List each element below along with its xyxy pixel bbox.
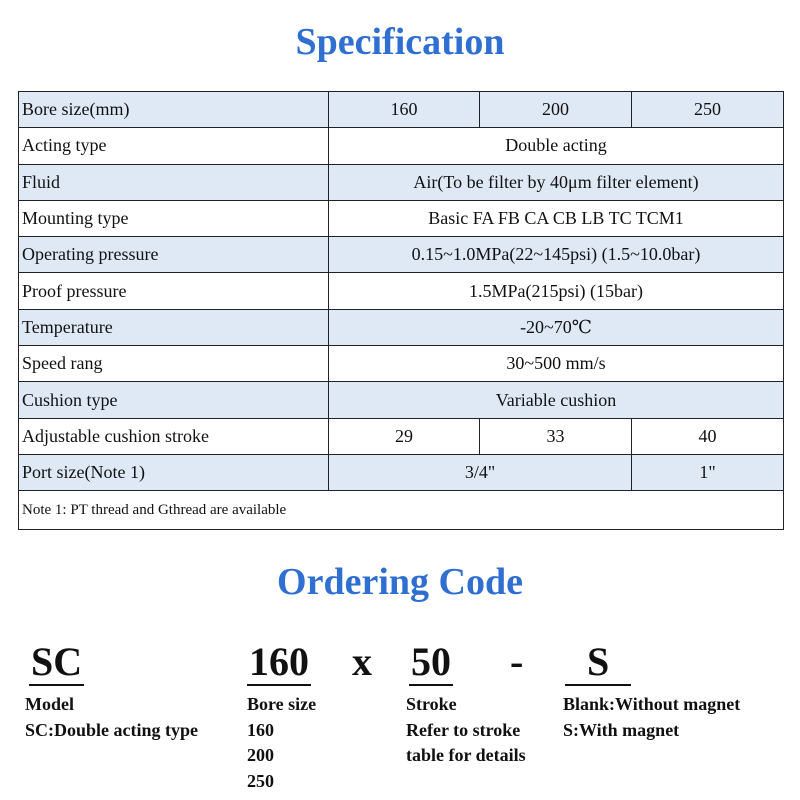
operating-pressure-label: Operating pressure <box>19 237 329 273</box>
table-row-mounting-type <box>19 200 784 236</box>
model-code: SC <box>31 639 83 684</box>
table-row-adjustable-cushion-stroke <box>19 418 784 454</box>
port-size-250: 1" <box>632 454 784 490</box>
model-desc-line: Model <box>25 694 74 714</box>
temperature-label: Temperature <box>19 309 329 345</box>
bore-size-160: 160 <box>329 92 480 128</box>
cushion-type-label: Cushion type <box>19 382 329 418</box>
cushion-type-value: Variable cushion <box>329 382 784 418</box>
table-row-proof-pressure <box>19 273 784 309</box>
stroke-desc-line: Stroke <box>406 694 457 714</box>
specification-title: Specification <box>295 21 505 63</box>
table-row-temperature <box>19 309 784 345</box>
proof-pressure-label: Proof pressure <box>19 273 329 309</box>
table-row-port-size <box>19 454 784 490</box>
temperature-value: -20~70℃ <box>329 309 784 345</box>
bore-code: 160 <box>249 639 309 684</box>
port-size-160-200: 3/4" <box>329 454 632 490</box>
acting-type-label: Acting type <box>19 128 329 164</box>
bore-desc-line: 160 <box>247 719 274 740</box>
ordering-code-title: Ordering Code <box>277 561 523 603</box>
bore-size-label: Bore size(mm) <box>19 92 329 128</box>
port-size-label: Port size(Note 1) <box>19 454 329 490</box>
fluid-label: Fluid <box>19 164 329 200</box>
table-row-bore-size <box>19 92 784 128</box>
adjustable-cushion-stroke-200: 33 <box>480 418 632 454</box>
proof-pressure-value: 1.5MPa(215psi) (15bar) <box>329 273 784 309</box>
table-row-cushion-type <box>19 382 784 418</box>
speed-range-label: Speed rang <box>19 346 329 382</box>
dash-separator: - <box>510 639 524 684</box>
magnet-description <box>563 692 740 743</box>
adjustable-cushion-stroke-160: 29 <box>329 418 480 454</box>
bore-size-250: 250 <box>632 92 784 128</box>
stroke-description <box>406 692 526 769</box>
bore-size-200: 200 <box>480 92 632 128</box>
table-row-acting-type <box>19 128 784 164</box>
x-separator: x <box>352 639 372 684</box>
specification-table <box>18 91 784 530</box>
table-row-fluid <box>19 164 784 200</box>
stroke-desc-line: table for details <box>406 745 526 765</box>
bore-description <box>247 692 316 794</box>
fluid-value: Air(To be filter by 40μm filter element) <box>329 164 784 200</box>
table-row-speed-range <box>19 346 784 382</box>
mounting-type-label: Mounting type <box>19 200 329 236</box>
speed-range-value: 30~500 mm/s <box>329 346 784 382</box>
stroke-desc-line: Refer to stroke <box>406 719 521 740</box>
model-desc-line: SC:Double acting type <box>25 719 199 740</box>
mounting-type-value: Basic FA FB CA CB LB TC TCM1 <box>329 200 784 236</box>
magnet-desc-line: Blank:Without magnet <box>563 694 741 714</box>
bore-desc-line: Bore size <box>247 694 317 714</box>
stroke-code: 50 <box>411 639 451 684</box>
bore-desc-line: 250 <box>247 770 274 791</box>
model-description <box>25 692 198 743</box>
table-note: Note 1: PT thread and Gthread are available <box>19 491 784 530</box>
magnet-desc-line: S:With magnet <box>563 719 680 740</box>
magnet-code: S <box>565 640 631 684</box>
table-row-operating-pressure <box>19 237 784 273</box>
adjustable-cushion-stroke-250: 40 <box>632 418 784 454</box>
operating-pressure-value: 0.15~1.0MPa(22~145psi) (1.5~10.0bar) <box>329 237 784 273</box>
adjustable-cushion-stroke-label: Adjustable cushion stroke <box>19 418 329 454</box>
acting-type-value: Double acting <box>329 128 784 164</box>
table-row-note <box>19 491 784 530</box>
bore-desc-line: 200 <box>247 745 274 765</box>
